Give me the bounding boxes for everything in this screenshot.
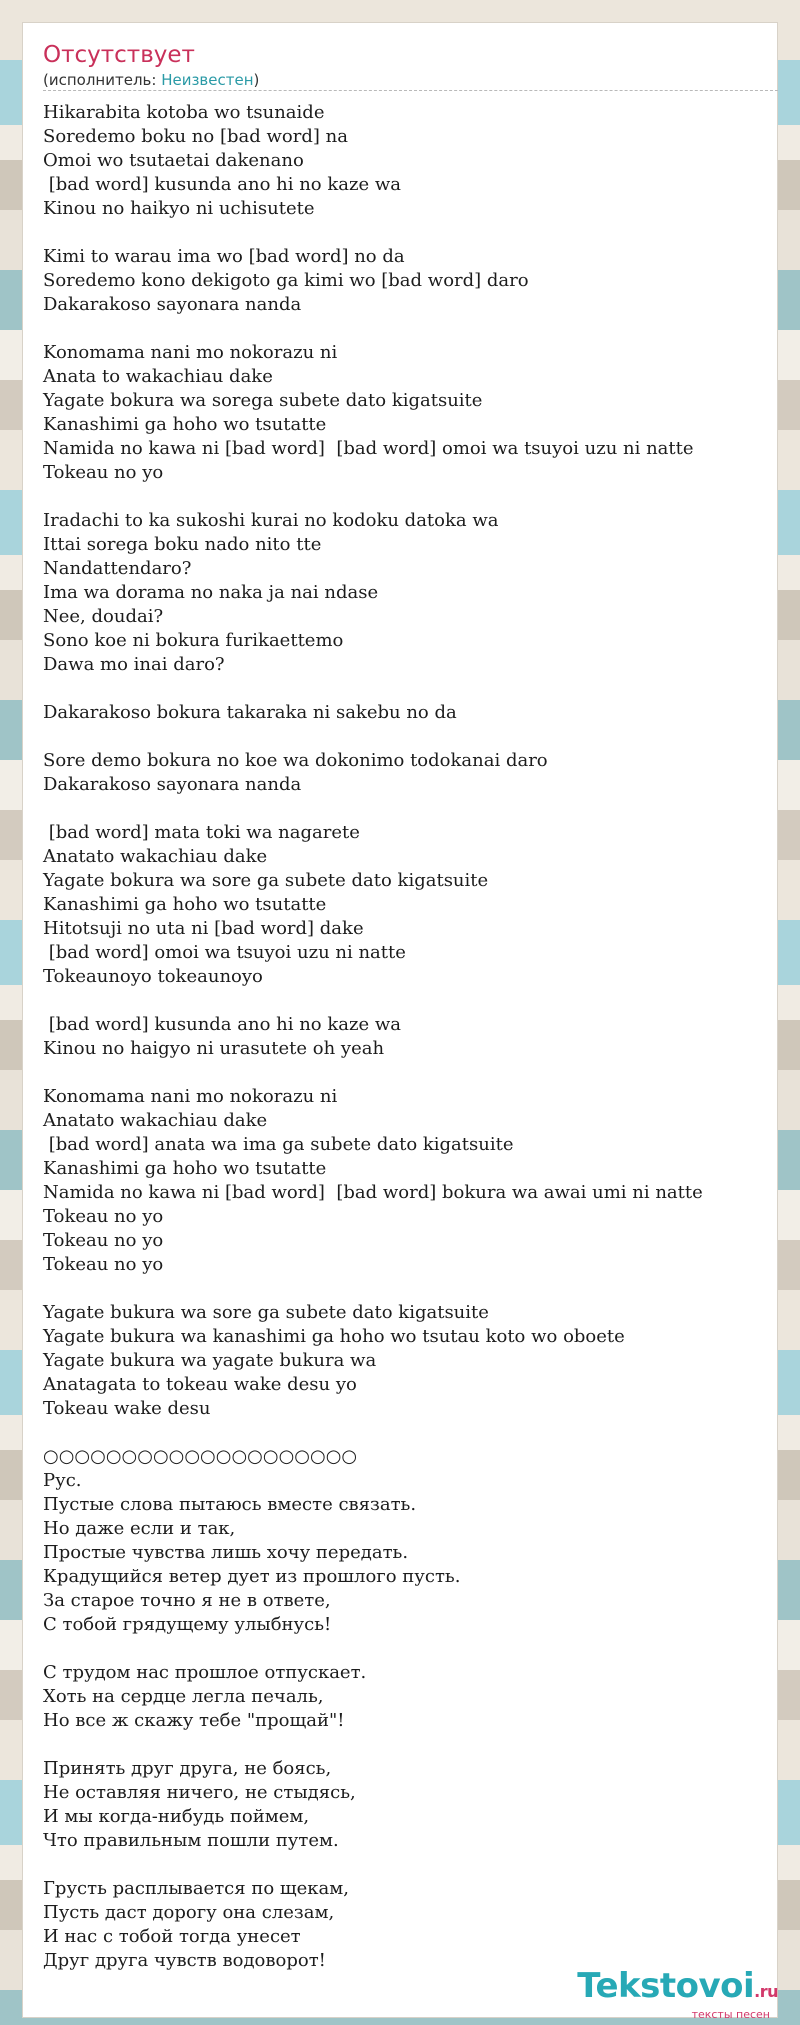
artist-link[interactable]: Неизвестен [161, 71, 254, 89]
artist-suffix: ) [253, 71, 260, 89]
logo-tld: .ru [754, 1982, 778, 2001]
song-title: Отсутствует [43, 42, 195, 68]
site-logo[interactable] [577, 1966, 778, 2021]
lyrics-text: Hikarabita kotoba wo tsunaide Soredemo boku no [bad word] na Omoi wo tsutaetai dakenano [bad word] kusunda ano hi no kaze wa Kinou no haikyo ni uchisutete Kimi to warau ima wo [bad word] no da Soredemo kono dekigoto ga kimi wo [bad word] daro Dakarakoso sayonara nanda Konomama nani mo nokorazu ni Anata to wakachiau dake Yagate bokura wa sorega subete dato kigatsuite Kanashimi ga hoho wo tsutatte Namida no kawa ni [bad word] [bad word] omoi wa tsuyoi uzu ni natte Tokeau no yo Iradachi to ka sukoshi kurai no kodoku datoka wa Ittai sorega boku nado nito tte Nandattendaro? Ima wa dorama no naka ja nai ndase Nee, doudai? Sono koe ni bokura furikaettemo Dawa mo inai daro? Dakarakoso bokura takaraka ni sakebu no da Sore demo bokura no koe wa dokonimo todokanai daro Dakarakoso sayonara nanda [bad word] mata toki wa nagarete Anatato wakachiau dake Yagate bokura wa sore ga subete dato kigatsuite Kanashimi ga hoho wo tsutatte Hitotsuji no uta ni [bad word] dake [bad word] omoi wa tsuyoi uzu ni natte Tokeaunoyo tokeaunoyo [bad word] kusunda ano hi no kaze wa Kinou no haigyo ni urasutete oh yeah Konomama nani mo nokorazu ni Anatato wakachiau dake [bad word] anata wa ima ga subete dato kigatsuite Kanashimi ga hoho wo tsutatte Namida no kawa ni [bad word] [bad word] bokura wa awai umi ni natte Tokeau no yo Tokeau no yo Tokeau no yo Yagate bukura wa sore ga subete dato kigatsuite Yagate bukura wa kanashimi ga hoho wo tsutau koto wo oboete Yagate bukura wa yagate bukura wa Anatagata to tokeau wake desu yo Tokeau wake desu ○○○○○○○○○○○○○○○○○○○○ Рус. Пустые слова пытаюсь вместе связать. Но даже если и так, Простые чувства лишь хочу передать. Крадущийся ветер дует из прошлого пусть. За старое точно я не в ответе, С тобой грядущему улыбнусь! С трудом нас прошлое отпускает. Хоть на сердце легла печаль, Но все ж скажу тебе "прощай"! Принять друг друга, не боясь, Не оставляя ничего, не стыдясь, И мы когда-нибудь поймем, Что правильным пошли путем. Грусть расплывается по щекам, Пусть даст дорогу она слезам, И нас с тобой тогда унесет Друг друга чувств водоворот! [43, 102, 703, 1971]
header-divider [43, 90, 778, 91]
lyrics-card [22, 22, 778, 2018]
logo-wordmark [577, 1966, 778, 2009]
logo-name: Tekstovoi [577, 1966, 755, 2006]
artist-prefix: (исполнитель: [43, 71, 162, 89]
logo-tagline: тексты песен [691, 2008, 770, 2021]
artist-line [43, 71, 259, 89]
